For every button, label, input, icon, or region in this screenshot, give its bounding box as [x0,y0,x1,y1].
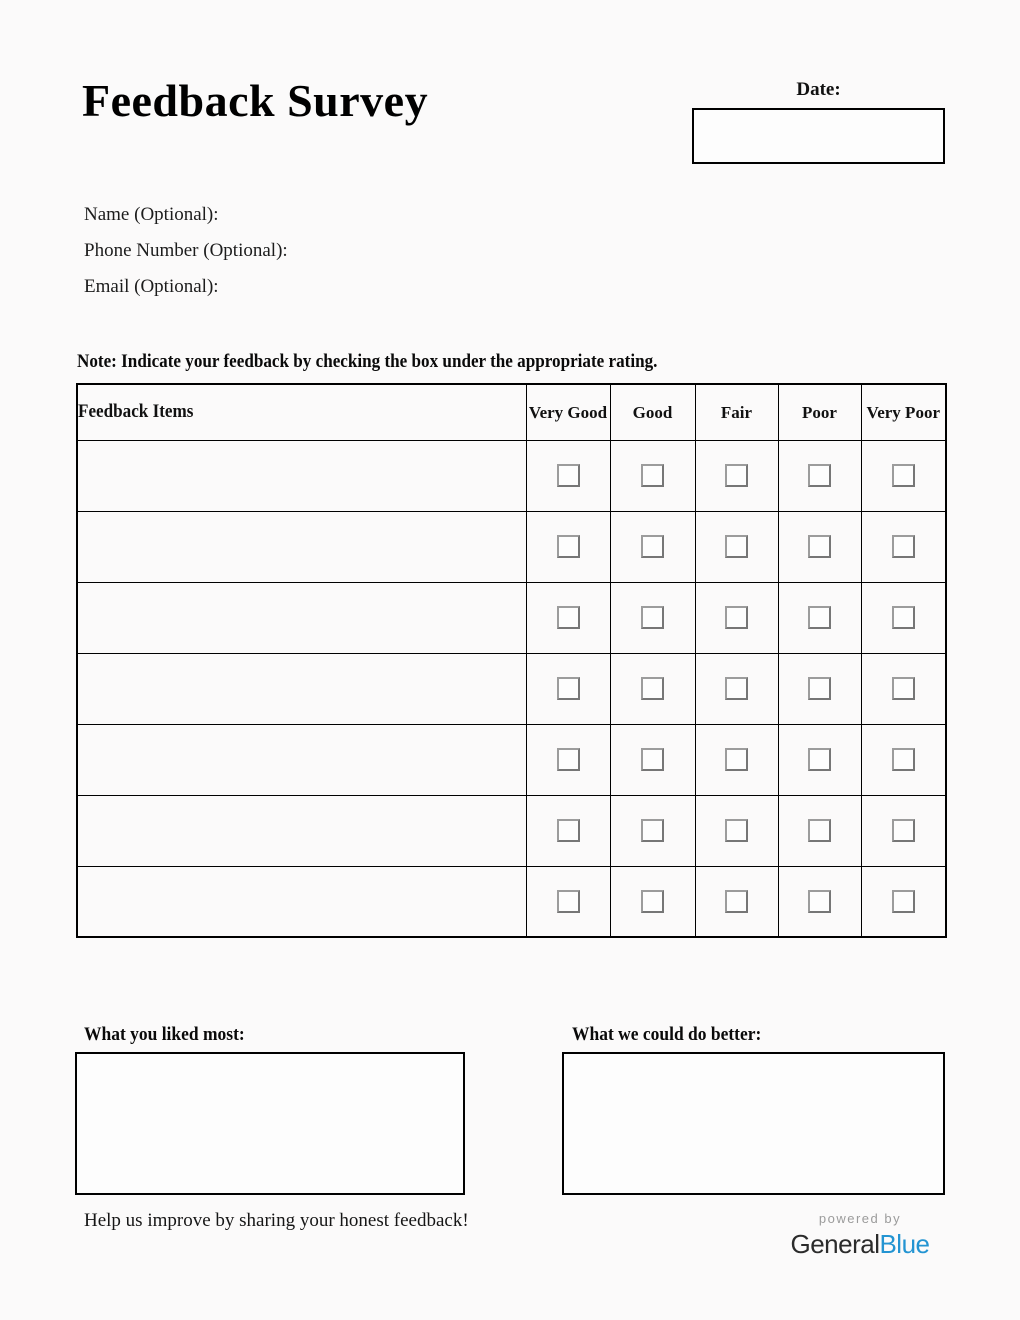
feedback-item-cell[interactable] [77,866,526,937]
rating-checkbox-very-good[interactable] [557,464,580,487]
rating-checkbox-very-good[interactable] [557,819,580,842]
column-header-fair: Fair [695,384,778,440]
rating-checkbox-poor[interactable] [808,535,831,558]
rating-cell-poor [778,440,861,511]
rating-checkbox-very-poor[interactable] [892,464,915,487]
rating-checkbox-very-poor[interactable] [892,819,915,842]
do-better-label: What we could do better: [572,1024,762,1045]
rating-cell-good [610,653,695,724]
liked-most-label: What you liked most: [84,1024,245,1045]
rating-cell-fair [695,795,778,866]
rating-checkbox-fair[interactable] [725,677,748,700]
rating-cell-very-poor [861,724,946,795]
rating-checkbox-very-good[interactable] [557,748,580,771]
feedback-item-cell[interactable] [77,795,526,866]
table-row [77,724,946,795]
rating-checkbox-fair[interactable] [725,464,748,487]
rating-cell-very-poor [861,440,946,511]
rating-checkbox-fair[interactable] [725,890,748,913]
powered-by-text: powered by [818,1211,902,1226]
rating-cell-very-poor [861,866,946,937]
rating-cell-very-poor [861,653,946,724]
rating-cell-good [610,511,695,582]
column-header-very-poor: Very Poor [861,384,946,440]
rating-cell-fair [695,582,778,653]
rating-cell-very-good [526,866,610,937]
rating-checkbox-very-good[interactable] [557,890,580,913]
rating-cell-very-good [526,653,610,724]
rating-cell-poor [778,724,861,795]
rating-checkbox-fair[interactable] [725,748,748,771]
column-header-good: Good [610,384,695,440]
rating-checkbox-very-poor[interactable] [892,890,915,913]
rating-checkbox-poor[interactable] [808,464,831,487]
name-field-label: Name (Optional): [84,204,219,225]
rating-checkbox-very-good[interactable] [557,677,580,700]
feedback-item-cell[interactable] [77,511,526,582]
rating-cell-poor [778,511,861,582]
brand-wordmark [781,1229,939,1260]
rating-checkbox-good[interactable] [641,464,664,487]
column-header-very-good: Very Good [526,384,610,440]
table-row [77,866,946,937]
table-row [77,582,946,653]
rating-cell-very-poor [861,795,946,866]
rating-cell-very-poor [861,582,946,653]
rating-cell-poor [778,582,861,653]
rating-checkbox-good[interactable] [641,819,664,842]
rating-cell-fair [695,653,778,724]
table-row [77,511,946,582]
table-header-row [77,384,946,440]
rating-cell-good [610,866,695,937]
rating-cell-fair [695,440,778,511]
powered-by-logo [781,1211,939,1260]
rating-checkbox-fair[interactable] [725,606,748,629]
rating-cell-fair [695,724,778,795]
rating-checkbox-very-poor[interactable] [892,748,915,771]
rating-cell-poor [778,866,861,937]
rating-cell-poor [778,795,861,866]
email-field-label: Email (Optional): [84,276,219,297]
rating-cell-good [610,724,695,795]
rating-checkbox-very-poor[interactable] [892,677,915,700]
rating-checkbox-poor[interactable] [808,819,831,842]
rating-checkbox-fair[interactable] [725,535,748,558]
rating-checkbox-poor[interactable] [808,677,831,700]
rating-checkbox-fair[interactable] [725,819,748,842]
rating-cell-very-good [526,724,610,795]
rating-cell-fair [695,866,778,937]
rating-checkbox-poor[interactable] [808,748,831,771]
date-input-box[interactable] [692,108,945,164]
table-row [77,440,946,511]
rating-cell-good [610,440,695,511]
table-row [77,653,946,724]
feedback-item-cell[interactable] [77,724,526,795]
rating-checkbox-good[interactable] [641,606,664,629]
column-header-poor: Poor [778,384,861,440]
feedback-item-cell[interactable] [77,440,526,511]
rating-checkbox-very-poor[interactable] [892,535,915,558]
rating-checkbox-poor[interactable] [808,890,831,913]
rating-cell-fair [695,511,778,582]
rating-checkbox-very-good[interactable] [557,606,580,629]
rating-checkbox-good[interactable] [641,748,664,771]
do-better-textbox[interactable] [562,1052,945,1195]
date-label: Date: [796,79,841,100]
feedback-item-cell[interactable] [77,653,526,724]
instruction-note: Note: Indicate your feedback by checking the box under the appropriate rating. [77,351,658,372]
rating-cell-very-good [526,582,610,653]
feedback-table-body [77,440,946,937]
rating-cell-poor [778,653,861,724]
rating-checkbox-good[interactable] [641,890,664,913]
feedback-table [76,383,947,938]
rating-cell-good [610,795,695,866]
table-row [77,795,946,866]
rating-checkbox-very-good[interactable] [557,535,580,558]
rating-checkbox-good[interactable] [641,535,664,558]
liked-most-textbox[interactable] [75,1052,465,1195]
column-header-feedback-items: Feedback Items [77,384,526,440]
footer-message: Help us improve by sharing your honest feedback! [84,1210,469,1231]
feedback-item-cell[interactable] [77,582,526,653]
brand-general: General [790,1229,880,1259]
phone-field-label: Phone Number (Optional): [84,240,288,261]
rating-cell-very-good [526,440,610,511]
rating-cell-very-good [526,795,610,866]
contact-section [84,204,288,312]
page-title: Feedback Survey [82,75,429,126]
rating-cell-very-good [526,511,610,582]
rating-checkbox-poor[interactable] [808,606,831,629]
rating-checkbox-very-poor[interactable] [892,606,915,629]
rating-cell-good [610,582,695,653]
rating-cell-very-poor [861,511,946,582]
rating-checkbox-good[interactable] [641,677,664,700]
brand-blue: Blue [879,1229,930,1259]
